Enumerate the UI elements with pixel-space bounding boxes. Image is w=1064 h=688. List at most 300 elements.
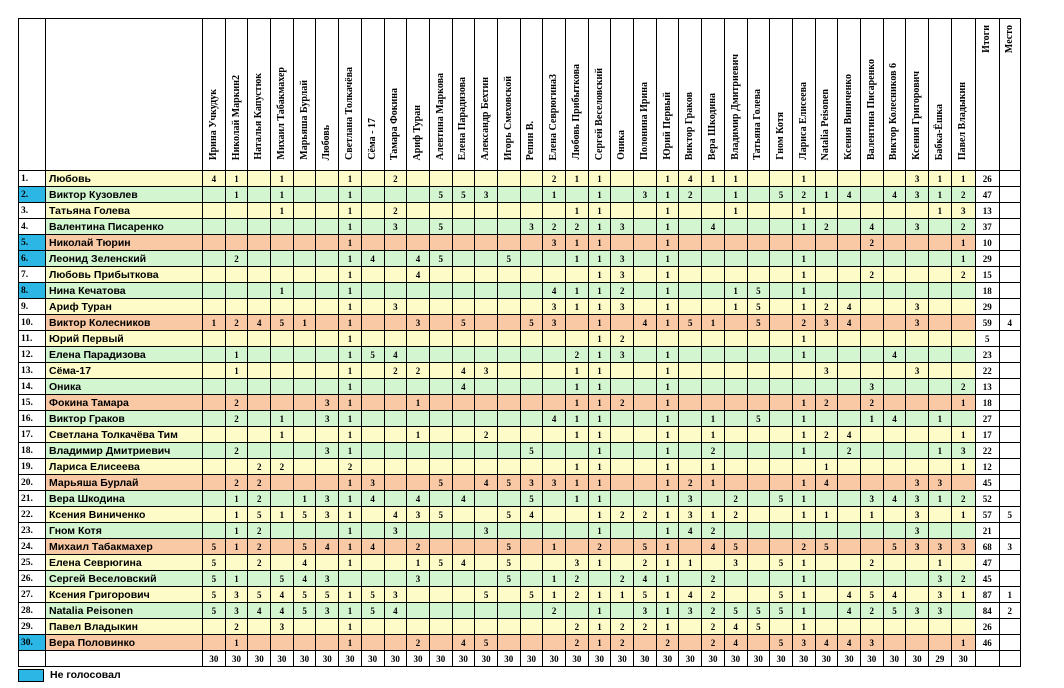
- score-cell: 1: [339, 491, 362, 507]
- score-cell: 2: [384, 171, 407, 187]
- score-cell: [361, 523, 384, 539]
- row-number: 27.: [19, 587, 46, 603]
- score-cell: [951, 411, 975, 427]
- score-cell: [384, 539, 407, 555]
- table-row: [19, 235, 1021, 251]
- score-cell: [407, 603, 430, 619]
- header-row: [19, 19, 1021, 171]
- column-header-label: Любовь Прибыткова: [570, 64, 582, 160]
- score-cell: [838, 555, 861, 571]
- score-cell: [520, 379, 543, 395]
- table-row: [19, 635, 1021, 651]
- column-total: 30: [883, 651, 906, 667]
- score-cell: [702, 235, 725, 251]
- score-cell: [860, 539, 883, 555]
- score-cell: [203, 619, 226, 635]
- row-number: 5.: [19, 235, 46, 251]
- score-cell: 3: [906, 523, 929, 539]
- score-cell: [475, 171, 498, 187]
- score-cell: [407, 171, 430, 187]
- score-cell: 3: [384, 219, 407, 235]
- score-cell: 1: [271, 427, 294, 443]
- score-cell: 3: [611, 347, 634, 363]
- score-cell: [929, 459, 952, 475]
- score-cell: 1: [203, 315, 226, 331]
- score-cell: 1: [815, 459, 838, 475]
- score-cell: 1: [702, 171, 725, 187]
- column-total: 30: [475, 651, 498, 667]
- score-cell: [611, 459, 634, 475]
- score-cell: [634, 379, 657, 395]
- score-cell: [838, 171, 861, 187]
- row-total: 87: [975, 587, 999, 603]
- column-header-label: Юрий Первый: [661, 92, 673, 160]
- score-cell: [838, 491, 861, 507]
- score-cell: [203, 347, 226, 363]
- column-header-label: Сёма - 17: [366, 118, 378, 160]
- score-cell: [248, 235, 271, 251]
- score-cell: [860, 251, 883, 267]
- score-cell: [293, 219, 316, 235]
- score-cell: [271, 379, 294, 395]
- score-cell: [838, 571, 861, 587]
- score-cell: 4: [838, 187, 861, 203]
- score-cell: [906, 379, 929, 395]
- score-cell: [634, 459, 657, 475]
- score-cell: 1: [225, 507, 248, 523]
- score-cell: 3: [407, 315, 430, 331]
- score-cell: [203, 379, 226, 395]
- column-total: 30: [384, 651, 407, 667]
- row-total: 12: [975, 459, 999, 475]
- row-place: [999, 411, 1020, 427]
- score-cell: 1: [339, 411, 362, 427]
- score-cell: [815, 619, 838, 635]
- score-cell: [316, 555, 339, 571]
- score-cell: 1: [656, 315, 679, 331]
- column-total: 30: [407, 651, 430, 667]
- score-cell: 1: [679, 555, 702, 571]
- column-header: [248, 19, 271, 171]
- score-cell: [611, 603, 634, 619]
- row-number: 12.: [19, 347, 46, 363]
- score-cell: 1: [792, 299, 815, 315]
- score-cell: [203, 187, 226, 203]
- score-cell: [203, 443, 226, 459]
- score-cell: 1: [656, 555, 679, 571]
- column-total: 30: [724, 651, 747, 667]
- score-cell: 1: [293, 315, 316, 331]
- score-cell: 1: [339, 427, 362, 443]
- score-cell: 5: [747, 619, 770, 635]
- score-cell: [203, 235, 226, 251]
- score-cell: [566, 507, 589, 523]
- score-cell: [452, 603, 475, 619]
- row-place: [999, 299, 1020, 315]
- score-cell: [203, 363, 226, 379]
- score-cell: 5: [203, 587, 226, 603]
- score-cell: 1: [225, 187, 248, 203]
- score-cell: [407, 587, 430, 603]
- score-cell: [248, 411, 271, 427]
- score-cell: 3: [407, 571, 430, 587]
- score-cell: [815, 443, 838, 459]
- score-cell: [475, 203, 498, 219]
- score-cell: [520, 539, 543, 555]
- score-cell: [475, 219, 498, 235]
- score-cell: [770, 523, 793, 539]
- score-cell: [271, 219, 294, 235]
- score-cell: [316, 171, 339, 187]
- score-cell: [747, 171, 770, 187]
- score-cell: 2: [702, 603, 725, 619]
- score-cell: [679, 411, 702, 427]
- score-cell: [929, 283, 952, 299]
- score-cell: [747, 555, 770, 571]
- score-cell: 2: [543, 171, 566, 187]
- score-cell: 3: [906, 475, 929, 491]
- row-number: 17.: [19, 427, 46, 443]
- score-cell: [566, 539, 589, 555]
- score-cell: [452, 539, 475, 555]
- score-cell: 1: [543, 571, 566, 587]
- score-cell: 1: [588, 427, 611, 443]
- score-cell: [407, 187, 430, 203]
- score-cell: [702, 491, 725, 507]
- score-cell: 4: [203, 171, 226, 187]
- score-cell: [724, 475, 747, 491]
- score-cell: 1: [588, 395, 611, 411]
- score-cell: 1: [339, 635, 362, 651]
- score-cell: 1: [588, 347, 611, 363]
- score-cell: [838, 331, 861, 347]
- score-cell: [679, 619, 702, 635]
- participant-name: Юрий Первый: [46, 331, 203, 347]
- score-cell: [384, 571, 407, 587]
- participant-name: Вера Шкодина: [46, 491, 203, 507]
- score-cell: [520, 603, 543, 619]
- score-cell: [906, 571, 929, 587]
- score-cell: 4: [883, 411, 906, 427]
- score-cell: 1: [724, 171, 747, 187]
- score-cell: 4: [475, 475, 498, 491]
- score-cell: [271, 251, 294, 267]
- score-cell: 1: [339, 299, 362, 315]
- score-cell: [497, 635, 520, 651]
- score-cell: [384, 331, 407, 347]
- score-cell: 1: [792, 347, 815, 363]
- score-cell: 5: [770, 587, 793, 603]
- score-cell: [475, 331, 498, 347]
- score-cell: [384, 267, 407, 283]
- column-header: [929, 19, 952, 171]
- score-cell: [906, 331, 929, 347]
- score-cell: 1: [656, 219, 679, 235]
- score-cell: 2: [815, 299, 838, 315]
- score-cell: 3: [906, 363, 929, 379]
- column-header-label: Михаил Табакмахер: [275, 67, 287, 160]
- participant-name: Павел Владыкин: [46, 619, 203, 635]
- score-cell: 1: [566, 427, 589, 443]
- row-number: 19.: [19, 459, 46, 475]
- score-cell: [543, 363, 566, 379]
- score-cell: [497, 619, 520, 635]
- score-cell: 2: [611, 571, 634, 587]
- score-cell: 4: [860, 219, 883, 235]
- score-cell: 5: [271, 571, 294, 587]
- row-place: 4: [999, 315, 1020, 331]
- score-cell: 4: [248, 315, 271, 331]
- score-cell: 1: [588, 459, 611, 475]
- score-cell: [747, 443, 770, 459]
- score-cell: [316, 251, 339, 267]
- score-cell: [747, 523, 770, 539]
- table-row: [19, 427, 1021, 443]
- score-cell: 1: [225, 491, 248, 507]
- column-total: 30: [611, 651, 634, 667]
- score-cell: 4: [543, 283, 566, 299]
- score-cell: [815, 587, 838, 603]
- score-cell: [429, 411, 452, 427]
- score-cell: 1: [339, 331, 362, 347]
- row-number: 2.: [19, 187, 46, 203]
- row-total: 18: [975, 395, 999, 411]
- score-cell: [248, 187, 271, 203]
- score-cell: [271, 635, 294, 651]
- column-total: 30: [339, 651, 362, 667]
- score-cell: 2: [566, 347, 589, 363]
- score-cell: [361, 219, 384, 235]
- score-cell: 4: [883, 491, 906, 507]
- score-cell: [883, 619, 906, 635]
- score-cell: [634, 363, 657, 379]
- score-cell: 3: [906, 315, 929, 331]
- score-cell: 3: [929, 587, 952, 603]
- score-cell: [634, 235, 657, 251]
- table-row: [19, 331, 1021, 347]
- score-cell: [225, 427, 248, 443]
- score-cell: 1: [225, 171, 248, 187]
- score-cell: [293, 411, 316, 427]
- score-cell: [724, 331, 747, 347]
- score-cell: 1: [929, 171, 952, 187]
- score-cell: 4: [271, 603, 294, 619]
- score-cell: 4: [883, 347, 906, 363]
- column-totals-row: [19, 651, 1021, 667]
- score-cell: 1: [543, 187, 566, 203]
- column-header: [792, 19, 815, 171]
- score-cell: 3: [679, 603, 702, 619]
- score-cell: [361, 427, 384, 443]
- score-cell: [293, 299, 316, 315]
- score-cell: 1: [951, 251, 975, 267]
- score-cell: [883, 331, 906, 347]
- score-cell: 3: [860, 491, 883, 507]
- score-cell: [724, 411, 747, 427]
- score-cell: [929, 251, 952, 267]
- score-cell: [883, 315, 906, 331]
- column-header: [361, 19, 384, 171]
- participant-name: Николай Тюрин: [46, 235, 203, 251]
- score-cell: 2: [407, 363, 430, 379]
- score-cell: 1: [566, 171, 589, 187]
- score-cell: [429, 363, 452, 379]
- score-cell: [906, 283, 929, 299]
- column-total: 30: [520, 651, 543, 667]
- score-cell: [883, 363, 906, 379]
- score-cell: [520, 411, 543, 427]
- score-cell: 1: [588, 171, 611, 187]
- score-cell: [407, 203, 430, 219]
- score-cell: 2: [225, 395, 248, 411]
- score-cell: [361, 235, 384, 251]
- score-cell: [293, 347, 316, 363]
- score-cell: 2: [339, 459, 362, 475]
- score-cell: 3: [361, 475, 384, 491]
- score-cell: 5: [860, 587, 883, 603]
- row-place: 1: [999, 587, 1020, 603]
- score-cell: [361, 315, 384, 331]
- score-cell: 1: [656, 235, 679, 251]
- score-cell: 1: [588, 619, 611, 635]
- score-cell: [906, 203, 929, 219]
- score-cell: [702, 379, 725, 395]
- score-cell: [293, 475, 316, 491]
- score-cell: 4: [384, 347, 407, 363]
- score-cell: 3: [543, 315, 566, 331]
- score-cell: 1: [656, 171, 679, 187]
- score-cell: [248, 619, 271, 635]
- score-cell: [225, 331, 248, 347]
- score-cell: 5: [271, 315, 294, 331]
- column-total: 30: [566, 651, 589, 667]
- score-cell: [520, 635, 543, 651]
- score-cell: 1: [792, 587, 815, 603]
- score-cell: [361, 171, 384, 187]
- column-header-label: Виктор Колесников 6: [888, 62, 900, 160]
- score-cell: [225, 555, 248, 571]
- score-cell: 4: [248, 603, 271, 619]
- score-cell: 3: [475, 363, 498, 379]
- score-cell: 3: [929, 603, 952, 619]
- score-cell: [815, 203, 838, 219]
- score-cell: 3: [475, 523, 498, 539]
- score-cell: [497, 331, 520, 347]
- score-cell: [452, 507, 475, 523]
- score-cell: 1: [339, 555, 362, 571]
- column-total: 30: [543, 651, 566, 667]
- score-cell: 2: [248, 539, 271, 555]
- score-cell: [475, 571, 498, 587]
- score-cell: 5: [634, 539, 657, 555]
- score-cell: 2: [566, 635, 589, 651]
- score-cell: [225, 235, 248, 251]
- score-cell: 1: [339, 219, 362, 235]
- score-cell: 2: [248, 555, 271, 571]
- column-header-label: Любовь: [321, 124, 333, 160]
- score-cell: 3: [520, 219, 543, 235]
- score-cell: [747, 235, 770, 251]
- column-header-label: Бабка-Ёшка: [933, 103, 945, 160]
- score-cell: [906, 459, 929, 475]
- column-header: [770, 19, 793, 171]
- score-cell: 3: [951, 203, 975, 219]
- score-cell: 5: [203, 539, 226, 555]
- score-cell: 1: [792, 219, 815, 235]
- column-header-label: Александр Бехтин: [480, 76, 492, 160]
- score-cell: 1: [656, 283, 679, 299]
- score-cell: [611, 475, 634, 491]
- score-cell: 4: [407, 251, 430, 267]
- score-cell: [407, 443, 430, 459]
- score-cell: [770, 363, 793, 379]
- score-cell: [679, 395, 702, 411]
- score-cell: [248, 251, 271, 267]
- score-cell: [724, 427, 747, 443]
- score-cell: 1: [656, 507, 679, 523]
- score-cell: 5: [293, 587, 316, 603]
- row-place: [999, 235, 1020, 251]
- score-cell: 1: [339, 203, 362, 219]
- score-cell: [293, 203, 316, 219]
- participant-name: Фокина Тамара: [46, 395, 203, 411]
- score-cell: [634, 347, 657, 363]
- column-header-label: Вера Шкодина: [706, 92, 718, 160]
- score-cell: 2: [248, 475, 271, 491]
- participant-name: Любовь: [46, 171, 203, 187]
- participant-name: Ариф Туран: [46, 299, 203, 315]
- score-cell: 1: [656, 571, 679, 587]
- score-cell: 5: [293, 507, 316, 523]
- column-header-label: Татьяна Голева: [752, 89, 764, 160]
- score-cell: 4: [407, 491, 430, 507]
- column-total: 30: [838, 651, 861, 667]
- table-row: [19, 347, 1021, 363]
- row-place: [999, 619, 1020, 635]
- score-cell: [702, 203, 725, 219]
- score-cell: 1: [225, 635, 248, 651]
- score-cell: 2: [611, 395, 634, 411]
- score-cell: 3: [929, 475, 952, 491]
- score-cell: 4: [679, 171, 702, 187]
- score-cell: [475, 603, 498, 619]
- score-cell: [452, 171, 475, 187]
- legend-swatch-novote: [18, 669, 44, 682]
- score-cell: 3: [271, 619, 294, 635]
- score-cell: [384, 315, 407, 331]
- table-row: [19, 171, 1021, 187]
- score-cell: [475, 315, 498, 331]
- score-cell: 1: [407, 395, 430, 411]
- score-cell: [452, 283, 475, 299]
- score-cell: 2: [248, 491, 271, 507]
- score-cell: [838, 507, 861, 523]
- score-cell: [203, 491, 226, 507]
- score-cell: [815, 251, 838, 267]
- score-cell: [634, 443, 657, 459]
- score-cell: 5: [429, 507, 452, 523]
- score-cell: 4: [520, 507, 543, 523]
- score-cell: 2: [792, 539, 815, 555]
- score-cell: [293, 379, 316, 395]
- score-cell: [271, 443, 294, 459]
- table-row: [19, 283, 1021, 299]
- table-row: [19, 459, 1021, 475]
- score-cell: [747, 459, 770, 475]
- score-cell: 1: [407, 555, 430, 571]
- participant-name: Сергей Веселовский: [46, 571, 203, 587]
- score-cell: [951, 475, 975, 491]
